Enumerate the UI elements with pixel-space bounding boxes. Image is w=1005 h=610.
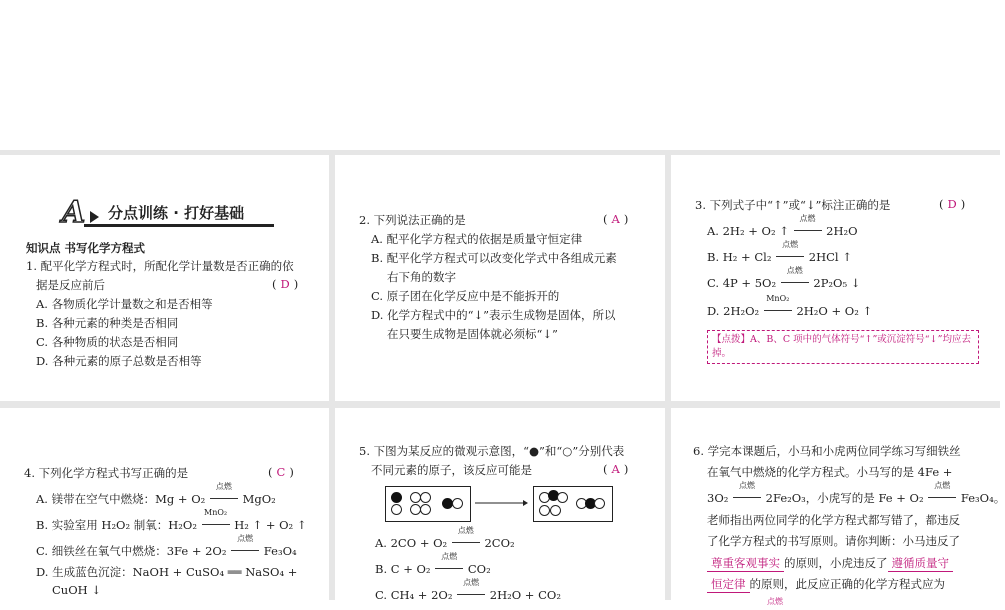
q4-option-a-right: MgO₂ bbox=[242, 492, 276, 506]
reaction-condition bbox=[776, 240, 804, 265]
q6-line7-rest: 的原则，此反应正确的化学方程式应为 bbox=[749, 577, 945, 591]
q6-answer-blank-2: 遵循质量守 bbox=[888, 555, 954, 572]
q1-answer-value: D bbox=[280, 277, 290, 291]
q1-stem-line2: 据是反应前后 bbox=[36, 278, 105, 292]
equation-bar bbox=[733, 497, 761, 498]
q3-tip-box: 【点拨】A、B、C 项中的气体符号“↑”或沉淀符号“↓”均应去掉。 bbox=[707, 330, 979, 364]
reaction-condition bbox=[452, 526, 480, 551]
q4-answer: ( C ) bbox=[268, 465, 294, 479]
equation-bar bbox=[764, 310, 792, 311]
worksheet-grid bbox=[0, 150, 1005, 606]
q6-answer-blank-1: 尊重客观事实 bbox=[707, 555, 784, 572]
q4-stem: 4. 下列化学方程式书写正确的是 bbox=[24, 466, 189, 480]
q4-option-c-right: Fe₃O₄ bbox=[263, 544, 297, 558]
section-underline bbox=[84, 224, 274, 227]
q2-option-c: C. 原子团在化学反应中是不能拆开的 bbox=[371, 289, 560, 303]
reaction-condition bbox=[764, 294, 792, 319]
q3-answer-value: D bbox=[947, 197, 957, 211]
panel-question-4 bbox=[0, 408, 329, 600]
reaction-condition bbox=[457, 578, 485, 603]
equation-bar bbox=[210, 498, 238, 499]
q5-option-a-right: 2CO₂ bbox=[484, 536, 515, 550]
q1-answer: ( D ) bbox=[272, 277, 299, 291]
q3-option-c-right: 2P₂O₅ ↓ bbox=[813, 276, 861, 290]
q6-line3-left: 3O₂ bbox=[707, 491, 729, 505]
q2-answer-value: A bbox=[611, 212, 620, 226]
reaction-condition bbox=[231, 534, 259, 559]
q6-line2: 在氧气中燃烧的化学方程式。小马写的是 4Fe + bbox=[707, 465, 953, 479]
section-letter: A bbox=[62, 195, 86, 230]
q3-option-b-left: B. H₂ + Cl₂ bbox=[707, 250, 772, 264]
q3-option-c bbox=[707, 266, 861, 291]
q5-option-b-left: B. C + O₂ bbox=[375, 562, 431, 576]
q4-option-b bbox=[36, 508, 307, 533]
q1-option-b: B. 各种元素的种类是否相同 bbox=[36, 316, 179, 330]
q5-option-c-right: 2H₂O + CO₂ bbox=[489, 588, 561, 602]
q3-option-b bbox=[707, 240, 852, 265]
q3-option-a-right: 2H₂O bbox=[826, 224, 858, 238]
equation-bar bbox=[231, 550, 259, 551]
q4-option-a bbox=[36, 482, 276, 507]
q1-option-a: A. 各物质化学计量数之和是否相等 bbox=[36, 297, 213, 311]
q5-option-b-right: CO₂ bbox=[467, 562, 491, 576]
q6-line7 bbox=[707, 576, 945, 593]
q6-line6-mid: 的原则，小虎违反了 bbox=[784, 556, 888, 570]
reaction-condition bbox=[210, 482, 238, 507]
condition-label: 点燃 bbox=[739, 481, 756, 490]
condition-label: 点燃 bbox=[463, 578, 480, 587]
reaction-condition bbox=[794, 214, 822, 239]
white-atom bbox=[594, 498, 605, 509]
reaction-condition bbox=[435, 552, 463, 577]
reaction-condition bbox=[928, 481, 956, 506]
condition-label: 点燃 bbox=[934, 481, 951, 490]
q2-option-b-line1: B. 配平化学方程式可以改变化学式中各组成元素 bbox=[371, 251, 617, 265]
q2-option-b-line2: 右下角的数字 bbox=[387, 270, 456, 284]
condition-label: MnO₂ bbox=[766, 294, 790, 303]
q4-option-a-left: A. 镁带在空气中燃烧：Mg + O₂ bbox=[36, 492, 206, 506]
q6-line3-mid: 2Fe₂O₃，小虎写的是 Fe + O₂ bbox=[765, 491, 924, 505]
white-atom bbox=[452, 498, 463, 509]
q1-stem-line1: 1. 配平化学方程式时，所配化学计量数是否正确的依 bbox=[26, 259, 294, 273]
equation-bar bbox=[781, 282, 809, 283]
q6-line1: 6. 学完本课题后，小马和小虎两位同学练习写细铁丝 bbox=[693, 444, 961, 458]
q6-condition-partial: 点燃 bbox=[767, 597, 783, 606]
q5-option-c bbox=[375, 578, 561, 603]
q2-answer: ( A ) bbox=[603, 212, 629, 226]
q3-stem: 3. 下列式子中“↑”或“↓”标注正确的是 bbox=[695, 198, 891, 212]
reaction-condition bbox=[733, 481, 761, 506]
q5-stem-line2: 不同元素的原子，该反应可能是 bbox=[371, 463, 532, 477]
top-blank-band bbox=[0, 0, 1000, 150]
q1-option-d: D. 各种元素的原子总数是否相等 bbox=[36, 354, 202, 368]
q5-option-a bbox=[375, 526, 515, 551]
knowledge-point: 知识点 书写化学方程式 bbox=[26, 241, 146, 255]
q4-option-d-line1: D. 生成蓝色沉淀：NaOH + CuSO₄ ══ NaSO₄ + bbox=[36, 565, 298, 579]
equation-bar bbox=[794, 230, 822, 231]
section-header bbox=[62, 195, 274, 230]
equation-bar bbox=[776, 256, 804, 257]
q6-line3-right: Fe₃O₄。 bbox=[960, 491, 1005, 505]
white-atom bbox=[557, 492, 568, 503]
q6-answer-blank-3: 恒定律 bbox=[707, 576, 750, 593]
q3-option-d-right: 2H₂O + O₂ ↑ bbox=[796, 304, 873, 318]
q4-answer-value: C bbox=[276, 465, 286, 479]
reaction-condition bbox=[781, 266, 809, 291]
product-box bbox=[533, 486, 613, 522]
white-atom bbox=[539, 505, 550, 516]
q2-option-a: A. 配平化学方程式的依据是质量守恒定律 bbox=[371, 232, 583, 246]
white-atom bbox=[550, 505, 561, 516]
q2-option-d-line1: D. 化学方程式中的“↓”表示生成物是固体，所以 bbox=[371, 308, 616, 322]
q2-option-d-line2: 在只要生成物是固体就必须标“↓” bbox=[387, 327, 558, 341]
panel-question-3 bbox=[671, 155, 1000, 401]
equation-bar bbox=[202, 524, 230, 525]
panel-question-1 bbox=[0, 155, 329, 401]
condition-label: 点燃 bbox=[237, 534, 254, 543]
triangle-icon bbox=[90, 211, 99, 223]
q5-answer: ( A ) bbox=[603, 462, 629, 476]
q6-line3 bbox=[707, 481, 1005, 506]
white-atom bbox=[391, 504, 402, 515]
q3-option-a bbox=[707, 214, 858, 239]
panel-question-6 bbox=[671, 408, 1005, 606]
q5-stem-line1: 5. 下图为某反应的微观示意图，“●”和“○”分别代表 bbox=[359, 444, 625, 458]
reaction-condition bbox=[202, 508, 230, 533]
section-title: 分点训练 · 打好基础 bbox=[108, 204, 245, 222]
condition-label: 点燃 bbox=[782, 240, 799, 249]
q3-option-a-left: A. 2H₂ + O₂ ↑ bbox=[707, 224, 789, 238]
q4-option-b-left: B. 实验室用 H₂O₂ 制氧：H₂O₂ bbox=[36, 518, 197, 532]
q6-line4: 老师指出两位同学的化学方程式都写错了，都违反 bbox=[707, 513, 960, 527]
q4-option-d-line2: CuOH ↓ bbox=[52, 583, 101, 597]
q5-option-a-left: A. 2CO + O₂ bbox=[375, 536, 448, 550]
panel-question-5 bbox=[335, 408, 665, 600]
q3-option-d bbox=[707, 294, 873, 319]
q4-option-c bbox=[36, 534, 297, 559]
q6-line6 bbox=[707, 555, 953, 572]
reaction-arrow bbox=[473, 496, 529, 510]
black-atom bbox=[391, 492, 402, 503]
reaction-micro-diagram bbox=[385, 486, 615, 526]
white-atom bbox=[420, 492, 431, 503]
q5-option-c-left: C. CH₄ + 2O₂ bbox=[375, 588, 453, 602]
condition-label: 点燃 bbox=[215, 482, 232, 491]
q3-option-c-left: C. 4P + 5O₂ bbox=[707, 276, 777, 290]
white-atom bbox=[420, 504, 431, 515]
condition-label: 点燃 bbox=[799, 214, 816, 223]
equation-bar bbox=[435, 568, 463, 569]
equation-bar bbox=[452, 542, 480, 543]
q5-option-b bbox=[375, 552, 491, 577]
q3-answer: ( D ) bbox=[939, 197, 966, 211]
q3-option-d-left: D. 2H₂O₂ bbox=[707, 304, 760, 318]
q6-line5: 了化学方程式的书写原则。请你判断：小马违反了 bbox=[707, 534, 960, 548]
equation-bar bbox=[928, 497, 956, 498]
q3-option-b-right: 2HCl ↑ bbox=[808, 250, 852, 264]
condition-label: MnO₂ bbox=[204, 508, 228, 517]
condition-label: 点燃 bbox=[441, 552, 458, 561]
q4-option-c-left: C. 细铁丝在氧气中燃烧：3Fe + 2O₂ bbox=[36, 544, 227, 558]
q1-option-c: C. 各种物质的状态是否相同 bbox=[36, 335, 179, 349]
condition-label: 点燃 bbox=[786, 266, 803, 275]
reactant-box bbox=[385, 486, 471, 522]
q2-stem: 2. 下列说法正确的是 bbox=[359, 213, 466, 227]
equation-bar bbox=[457, 594, 485, 595]
condition-label: 点燃 bbox=[457, 526, 474, 535]
q5-answer-value: A bbox=[611, 462, 620, 476]
q4-option-b-right: H₂ ↑ + O₂ ↑ bbox=[234, 518, 307, 532]
panel-question-2 bbox=[335, 155, 665, 401]
